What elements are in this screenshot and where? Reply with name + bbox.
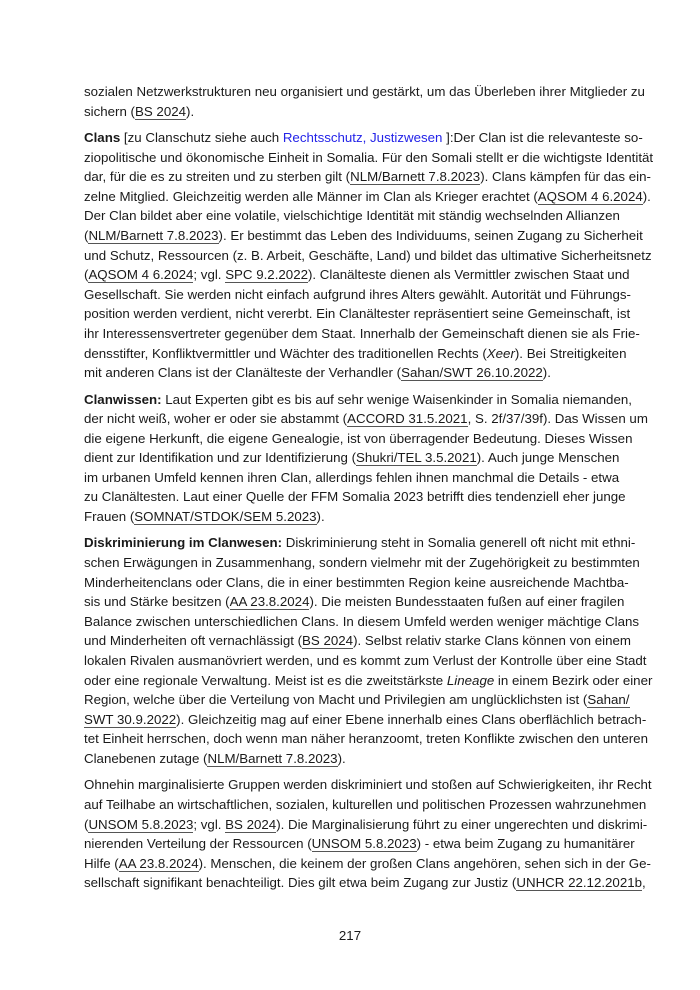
text: ).	[337, 750, 346, 766]
bold-heading: Clans	[84, 129, 121, 145]
text: zelne Mitglied. Gleichzeitig werden alle Männer im Clan als Krieger erachtet (	[84, 188, 538, 204]
text: ).	[186, 103, 195, 119]
text-line	[84, 612, 640, 632]
text-line	[84, 82, 645, 102]
paragraph	[84, 82, 645, 121]
citation-link[interactable]: SPC 9.2.2022	[225, 267, 308, 283]
text-line	[84, 363, 617, 383]
text-line	[84, 873, 646, 893]
text: sis und Stärke besitzen (	[84, 594, 230, 610]
text: [zu Clanschutz siehe auch	[120, 129, 283, 145]
text: schen Erwägungen in Zusammenhang, sondern vielmehr mit der Zugehörigkeit zu bestimmten	[84, 555, 640, 571]
text: ; vgl.	[193, 816, 226, 832]
text: ).	[642, 188, 651, 204]
text-line	[84, 795, 647, 815]
text-line	[84, 834, 635, 854]
cross-reference-link[interactable]: Rechtsschutz, Justizwesen	[282, 129, 443, 145]
text: (	[84, 227, 89, 243]
text-line	[84, 390, 632, 410]
text-line	[84, 167, 651, 187]
text-line	[84, 651, 647, 671]
text: ). Die Marginalisierung führt zu einer ungerechten und diskrimi-	[276, 816, 648, 832]
text: ) - etwa beim Zugang zu humanitärer	[416, 836, 635, 852]
text: sellschaft signifikant benachteiligt. Dies gilt etwa beim Zugang zur Justiz (	[84, 875, 517, 891]
text: Region, welche über die Verteilung von Macht und Privilegien am unglücklichsten ist (	[84, 692, 588, 708]
text: Gesellschaft. Sie werden nicht einfach aufgrund ihres Alters gewählt. Autorität und Führungs-	[84, 286, 631, 302]
citation-link[interactable]: Shukri/TEL 3.5.2021	[356, 450, 477, 466]
citation-link[interactable]: NLM/Barnett 7.8.2023	[350, 169, 481, 185]
text: ). Menschen, die keinem der großen Clans angehören, sehen sich in der Ge-	[198, 855, 651, 871]
text: ]:Der Clan ist die relevanteste so-	[442, 129, 643, 145]
text: ihr Interessensvertreter gegenüber dem Staat. Innerhalb der Gemeinschaft dienen sie als Frie-	[84, 325, 640, 341]
citation-link[interactable]: NLM/Barnett 7.8.2023	[88, 227, 219, 243]
citation-link[interactable]: AQSOM 4 6.2024	[88, 267, 194, 283]
text-line	[84, 533, 636, 553]
citation-link[interactable]: UNSOM 5.8.2023	[88, 816, 194, 832]
citation-link[interactable]: AA 23.8.2024	[118, 855, 199, 871]
text: Clanebenen zutage (	[84, 750, 208, 766]
text: nierenden Verteilung der Ressourcen (	[84, 836, 312, 852]
text: auf Teilhabe an wirtschaftlichen, sozialen, kulturellen und politischen Prozessen wahrzunehmen	[84, 796, 647, 812]
citation-link[interactable]: SWT 30.9.2022	[84, 711, 177, 727]
citation-link[interactable]: AA 23.8.2024	[229, 594, 310, 610]
text-line	[84, 631, 631, 651]
text: ).	[316, 509, 325, 525]
text: die eigene Herkunft, die eigene Genealogie, ist von überragender Bedeutung. Dieses Wissen	[84, 430, 633, 446]
text: ). Selbst relativ starke Clans können von einem	[353, 633, 631, 649]
text: position werden verdient, nicht vererbt. Ein Clanältester repräsentiert seine Gemeinschaft, ist	[84, 306, 631, 322]
text-line	[84, 553, 640, 573]
text: ).	[542, 365, 551, 381]
citation-link[interactable]: UNHCR 22.12.2021b	[516, 875, 643, 891]
citation-link[interactable]: Sahan/	[587, 692, 630, 708]
text: und Schutz, Ressourcen (z. B. Arbeit, Geschäfte, Land) und bildet das ultimative Sicherheitsnetz	[84, 247, 652, 263]
text: Ohnehin marginalisierte Gruppen werden diskriminiert und stoßen auf Schwierigkeiten, ihr Recht	[84, 777, 652, 793]
text: ). Auch junge Menschen	[476, 450, 620, 466]
citation-link[interactable]: Sahan/SWT 26.10.2022	[401, 365, 543, 381]
text-line	[84, 854, 651, 874]
text-line	[84, 729, 648, 749]
text-line	[84, 507, 617, 527]
text: Der Clan bildet aber eine volatile, vielschichtige Identität mit ständig wechselnden Allianzen	[84, 208, 620, 224]
text-line	[84, 285, 631, 305]
text-line	[84, 573, 629, 593]
paragraph	[84, 775, 652, 893]
text-line	[84, 187, 651, 207]
text: in einem Bezirk oder einer	[494, 672, 653, 688]
text-line	[84, 265, 630, 285]
text-line	[84, 749, 617, 769]
text-line	[84, 409, 648, 429]
bold-heading: Diskriminierung im Clanwesen:	[84, 535, 283, 551]
italic-term: Xeer	[486, 345, 515, 361]
citation-link[interactable]: NLM/Barnett 7.8.2023	[207, 750, 338, 766]
text: Hilfe (	[84, 855, 119, 871]
text: ; vgl.	[193, 267, 226, 283]
text: dient zur Identifikation und zur Identifizierung (	[84, 450, 357, 466]
italic-term: Lineage	[446, 672, 495, 688]
text: (	[84, 267, 89, 283]
text: dar, für die es zu streiten und zu sterben gilt (	[84, 169, 351, 185]
text: ). Clanälteste dienen als Vermittler zwischen Staat und	[307, 267, 630, 283]
text: lokalen Rivalen ausmanövriert werden, und es kommt zum Verlust der Kontrolle über eine Stadt	[84, 653, 647, 669]
text-line	[84, 690, 630, 710]
text-line	[84, 324, 640, 344]
text-line	[84, 487, 626, 507]
text: zu Clanältesten. Laut einer Quelle der FFM Somalia 2023 betrifft dies tendenziell eher junge	[84, 489, 626, 505]
text: ). Er bestimmt das Leben des Individuums, seinen Zugang zu Sicherheit	[218, 227, 643, 243]
text-line	[84, 226, 643, 246]
text: densstifter, Konfliktvermittler und Wächter des traditionellen Rechts (	[84, 345, 487, 361]
text: tet Einheit herrschen, doch wenn man näher heranzoomt, treten Konflikte zwischen den unteren	[84, 731, 648, 747]
text: ). Clans kämpfen für das ein-	[480, 169, 651, 185]
text: sozialen Netzwerkstrukturen neu organisiert und gestärkt, um das Überleben ihrer Mitglieder zu	[84, 84, 645, 99]
text: ). Bei Streitigkeiten	[514, 345, 627, 361]
text: , S. 2f/37/39f). Das Wissen um	[467, 411, 648, 427]
paragraph	[84, 533, 653, 768]
text-line	[84, 246, 652, 266]
text-line	[84, 815, 648, 835]
text: Frauen (	[84, 509, 135, 525]
citation-link[interactable]: BS 2024	[135, 103, 187, 119]
text: ). Gleichzeitig mag auf einer Ebene innerhalb eines Clans oberflächlich betrach-	[176, 711, 647, 727]
citation-link[interactable]: ACCORD 31.5.2021	[347, 411, 468, 427]
page-number: 217	[338, 928, 362, 943]
text-line	[84, 775, 652, 795]
text-line	[84, 592, 625, 612]
text-line	[84, 671, 653, 691]
citation-link[interactable]: BS 2024	[225, 816, 277, 832]
citation-link[interactable]: BS 2024	[302, 633, 354, 649]
text: Laut Experten gibt es bis auf sehr wenige Waisenkinder in Somalia niemanden,	[161, 391, 632, 407]
text-line	[84, 304, 631, 324]
document-body	[84, 82, 654, 900]
text: (	[84, 816, 89, 832]
paragraph	[84, 390, 648, 527]
citation-link[interactable]: UNSOM 5.8.2023	[311, 836, 417, 852]
text: oder eine regionale Verwaltung. Meist ist es die zweitstärkste	[84, 672, 447, 688]
citation-link[interactable]: AQSOM 4 6.2024	[537, 188, 643, 204]
text-line	[84, 448, 620, 468]
text: ziopolitische und ökonomische Einheit in Somalia. Für den Somali stellt er die wichtigste Identität	[84, 149, 654, 165]
text-line	[84, 128, 643, 148]
text: sichern (	[84, 103, 135, 119]
text: mit anderen Clans ist der Clanälteste der Verhandler (	[84, 365, 402, 381]
paragraph	[84, 128, 654, 383]
text-line	[84, 102, 617, 122]
text-line	[84, 344, 627, 364]
bold-heading: Clanwissen:	[84, 391, 162, 407]
citation-link[interactable]: SOMNAT/STDOK/SEM 5.2023	[134, 509, 317, 525]
text: Balance zwischen unterschiedlichen Clans. In diesem Umfeld werden weniger mächtige Clans	[84, 613, 640, 629]
text: Diskriminierung steht in Somalia generell oft nicht mit ethni-	[282, 535, 636, 551]
text-line	[84, 468, 620, 488]
text-line	[84, 148, 654, 168]
text-line	[84, 429, 633, 449]
text: ,	[642, 875, 646, 891]
text: ). Die meisten Bundesstaaten fußen auf einer fragilen	[309, 594, 625, 610]
text: der nicht weiß, woher er oder sie abstammt (	[84, 411, 348, 427]
text: im urbanen Umfeld kennen ihren Clan, allerdings fehlen ihnen manchmal die Details - etwa	[84, 469, 620, 485]
text: und Minderheiten oft vernachlässigt (	[84, 633, 303, 649]
text-line	[84, 710, 647, 730]
text-line	[84, 206, 620, 226]
text: Minderheitenclans oder Clans, die in einer bestimmten Region keine ausreichende Machtba-	[84, 574, 629, 590]
